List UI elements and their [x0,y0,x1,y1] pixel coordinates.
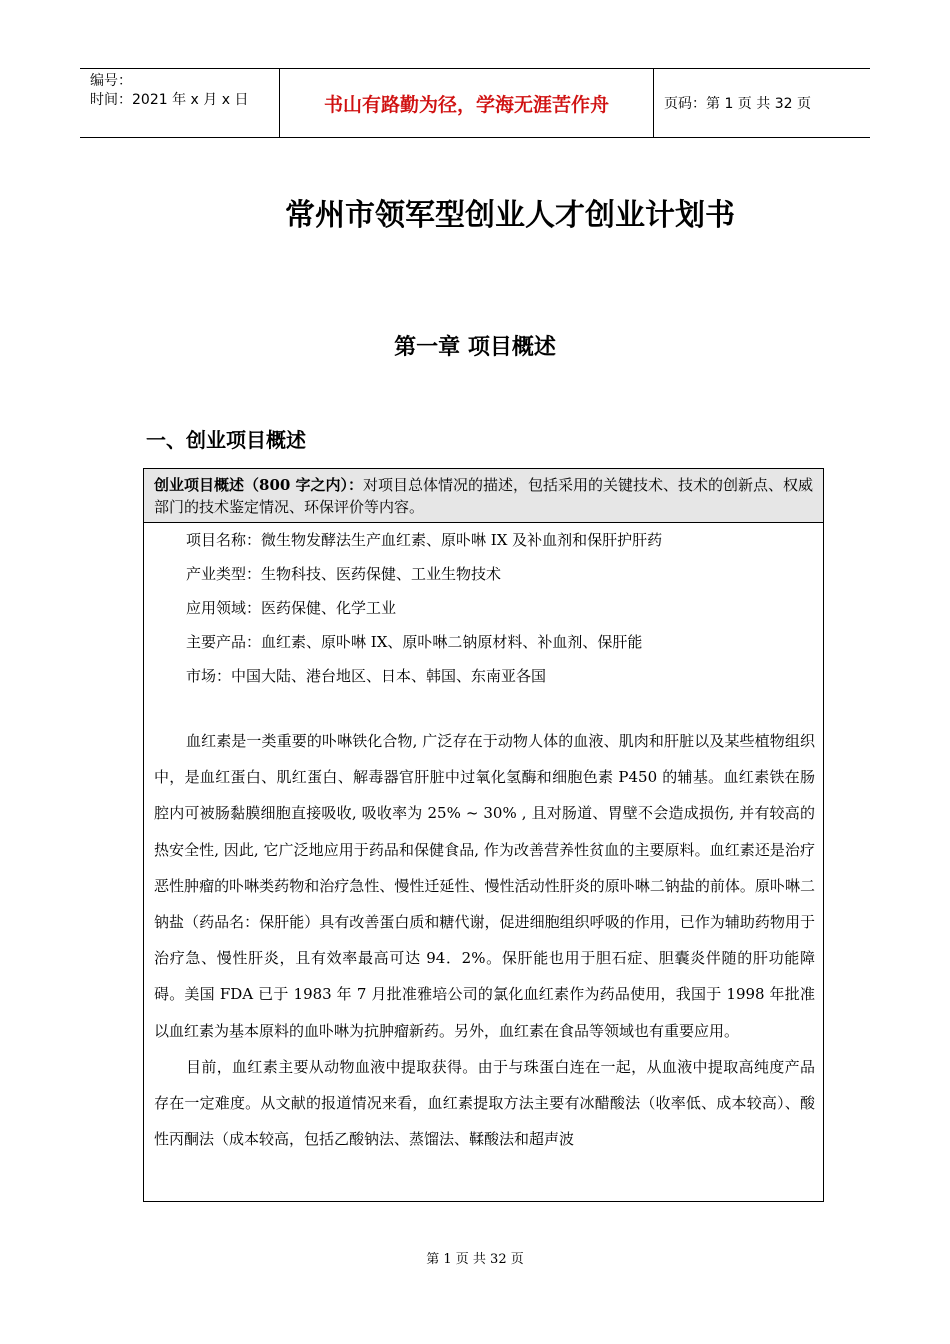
overview-box [143,468,824,1202]
motto: 书山有路勤为径，学海无涯苦作舟 [280,69,654,137]
overview-box-heading: 创业项目概述（800 字之内）： [154,476,364,494]
header-meta-cell [80,69,280,137]
main-products-field: 主要产品：血红素、原卟啉 IX、原卟啉二钠原材料、补血剂、保肝能 [186,633,643,651]
number-label: 编号： [90,73,132,89]
blank-line [154,693,815,723]
chapter-title: 第一章 项目概述 [394,335,556,360]
project-name-field: 项目名称：微生物发酵法生产血红素、原卟啉 IX 及补血剂和保肝护肝药 [186,531,663,549]
section-title: 一、创业项目概述 [146,428,306,452]
page-info: 页码：第 1 页 共 32 页 [664,96,811,112]
market-field: 市场：中国大陆、港台地区、日本、韩国、东南亚各国 [186,667,547,685]
overview-box-instruction: 对项目总体情况的描述，包括采用的关键技术、技术的创新点、权威部门的技术鉴定情况、环保评价等内容。 [154,476,814,516]
overview-box-body [144,523,823,1157]
document-title: 常州市领军型创业人才创业计划书 [285,198,735,233]
body-paragraph: 目前，血红素主要从动物血液中提取获得。由于与珠蛋白连在一起，从血液中提取高纯度产品存在一定难度。从文献的报道情况来看，血红素提取方法主要有冰醋酸法（收率低、成本较高）、酸性丙酮法（成本较高，包括乙酸钠法、蒸馏法、鞣酸法和超声波 [154,1057,815,1149]
application-field: 应用领域：医药保健、化学工业 [186,599,397,617]
time-label: 时间：2021 年 x 月 x 日 [90,92,249,108]
header-table [80,68,870,138]
body-paragraph: 血红素是一类重要的卟啉铁化合物, 广泛存在于动物人体的血液、肌肉和肝脏以及某些植物组织中，是血红蛋白、肌红蛋白、解毒器官肝脏中过氧化氢酶和细胞色素 P450 的辅基。血红素铁在肠腔内可被肠黏膜细胞直接吸收, 吸收率为 25% ~ 30% , 且对肠道、胃壁不会造成损伤, 并有较高的热安全性, 因此, 它广泛地应用于药品和保健食品, 作为改善营养性贫血的主要原料。血红素还是治疗恶性肿瘤的卟啉类药物和治疗急性、慢性迁延性、慢性活动性肝炎的原卟啉二钠盐的前体。原卟啉二钠盐（药品名：保肝能）具有改善蛋白质和糖代谢，促进细胞组织呼吸的作用，已作为辅助药物用于治疗急、慢性肝炎，且有效率最高可达 94．2%。保肝能也用于胆石症、胆囊炎伴随的肝功能障碍。美国 FDA 已于 1983 年 7 月批准雅培公司的氯化血红素作为药品使用，我国于 1998 年批准以血红素为基本原料的血卟啉为抗肿瘤新药。另外，血红素在食品等领域也有重要应用。 [154,732,815,1040]
overview-box-header [144,469,823,523]
industry-type-field: 产业类型：生物科技、医药保健、工业生物技术 [186,565,502,583]
page-footer: 第 1 页 共 32 页 [426,1252,524,1267]
